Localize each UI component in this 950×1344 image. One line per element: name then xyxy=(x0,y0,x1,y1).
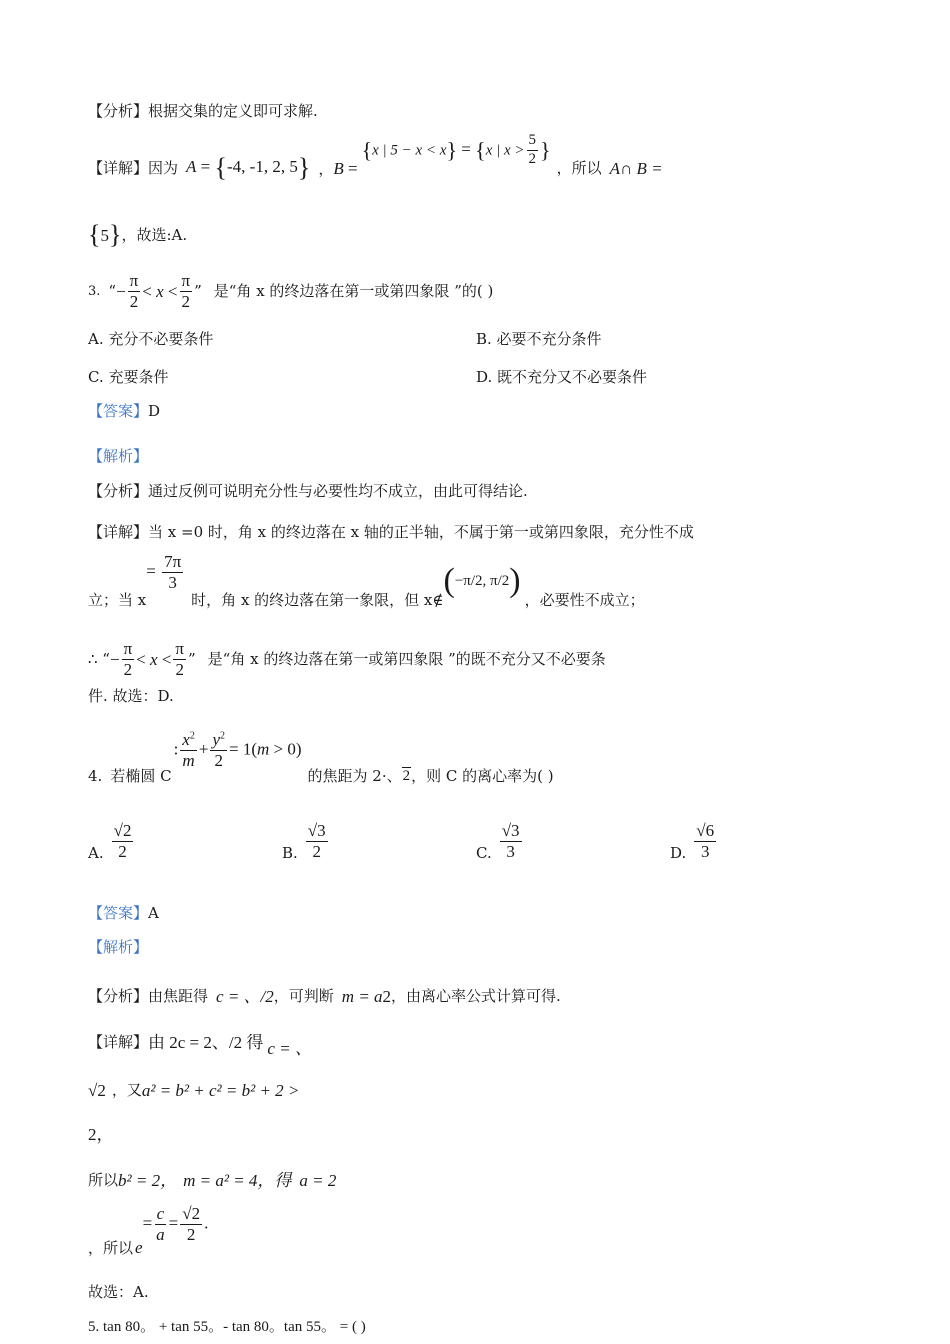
q3-conclusion-line1: ∴ “ − $\frac{\pi}{2}$ < x < $\frac{\pi}{2}$ ” 是“角 x 的终边落在第一或第四象限 ”的既不充分又不必要条 xyxy=(88,639,606,679)
q3-detail-line2-b: 时，角 x 的终边落在第一象限，但 x∉ xyxy=(191,591,444,609)
q3-detail-tag: 【详解】 xyxy=(88,523,149,541)
q4-answer: A xyxy=(148,904,159,922)
q4-answer-tag: 【答案】 xyxy=(88,904,149,922)
q4-stem: 4. 若椭圆 C : $\frac{x^2}{m}$ + $\frac{y^2}{2}$ = 1(m > 0) 的焦距为 2·、 2 ，则 C 的离心率为( ) xyxy=(88,730,554,785)
q2-analysis-text: 根据交集的定义即可求解. xyxy=(148,102,318,120)
q4-option-c: C. $\frac{√3}{3}$ xyxy=(476,821,520,862)
q4-frac2-den: 2 xyxy=(186,1225,196,1245)
q3-stem-text: 是“角 x 的终边落在第一或第四象限 ”的( ) xyxy=(213,281,494,300)
q4-detail-a: 由 2c = 2、/2 得 xyxy=(148,1033,264,1052)
q3-option-c: C. 充要条件 xyxy=(88,368,169,386)
q4-detail-b: c = 、 xyxy=(267,1039,312,1058)
q4-choose: 故选：A. xyxy=(88,1283,149,1301)
q3-answer-line xyxy=(88,404,160,419)
q2-result-set: 5 xyxy=(100,225,109,245)
q4-line5-e: e xyxy=(135,1238,143,1257)
q4-detail-line1 xyxy=(88,1033,312,1058)
q3-stem: 3. “ − $\frac{\pi}{2}$ < x < $\frac{\pi}{2}$ ” 是“角 x 的终边落在第一或第四象限 ”的( ) xyxy=(88,271,494,311)
q4-stem-b: 的焦距为 2·、 xyxy=(307,767,402,785)
q4-line4-d: a = 2 xyxy=(299,1171,337,1190)
q3-conclusion-line2: 件. 故选：D. xyxy=(88,687,174,705)
q3-number: 3. xyxy=(88,283,101,299)
q2-frac-den: 2 xyxy=(528,150,536,167)
q4-detail-line2 xyxy=(88,1082,299,1099)
q4-detail-tag: 【详解】 xyxy=(88,1033,149,1051)
q4-line4-c: m = a² = 4，得 xyxy=(183,1171,292,1190)
q4-frac1-den: a xyxy=(156,1225,165,1245)
q4-analysis-d: m = a xyxy=(341,987,383,1006)
q4-stem-sqrt: 2 xyxy=(402,768,411,784)
q3-option-d: D. 既不充分又不必要条件 xyxy=(476,368,648,386)
q2-set-b-name: B xyxy=(333,158,344,178)
q3-option-b: B. 必要不充分条件 xyxy=(476,330,602,348)
q4-line2-b: ，又 xyxy=(111,1081,142,1099)
q4-stem-a: 若椭圆 C xyxy=(110,767,172,785)
q4-number: 4. xyxy=(88,767,103,785)
q3-frac-num: 7π xyxy=(164,552,182,572)
q2-result-line: { 5 } ，故选:A. xyxy=(88,220,188,249)
q4-answer-line xyxy=(88,906,159,921)
q2-analysis-tag: 【分析】 xyxy=(88,102,149,120)
q3-detail-line2: 立；当 x = $\frac{7\pi}{3}$ 时，角 x 的终边落在第一象限，但 x∉ (−π/2, π/2) ，必要性不成立； xyxy=(88,552,645,609)
q2-so-text: ，所以 xyxy=(556,158,602,177)
q3-frac-den: 3 xyxy=(168,573,177,593)
q4-solution-tag: 【解析】 xyxy=(88,938,149,956)
q2-analysis-line xyxy=(88,104,318,119)
q4-option-d: D. $\frac{√6}{3}$ xyxy=(670,821,715,862)
q4-line5-a: ，所以 xyxy=(88,1239,134,1257)
q2-set-b-def-right: x | x > xyxy=(485,142,525,158)
q4-line4-a: 所以 xyxy=(88,1171,119,1189)
q3-option-a: A. 充分不必要条件 xyxy=(88,330,214,348)
q2-set-a-elements: -4, -1, 2, 5 xyxy=(227,157,298,176)
q3-analysis-line xyxy=(88,484,528,499)
q4-analysis-tag: 【分析】 xyxy=(88,987,149,1005)
q4-line4-b: b² = 2， xyxy=(118,1171,178,1190)
q2-detail-intro: 因为 xyxy=(148,158,179,177)
q4-option-a: A. $\frac{√2}{2}$ xyxy=(88,821,132,862)
q3-analysis-tag: 【分析】 xyxy=(88,482,149,500)
q4-analysis-c: ，可判断 xyxy=(273,987,334,1005)
q4-line2-c: a² = b² + c² = b² + 2 > xyxy=(141,1081,300,1100)
q4-analysis-e: ，由离心率公式计算可得. xyxy=(391,987,561,1005)
q2-detail-line: 【详解】 因为 A = {-4, -1, 2, 5} ，B = {x | 5 − x < x} = {x | x > $\frac{5}{2}$ } ，所以 A∩ B = xyxy=(88,131,663,182)
q2-intersection: A∩ B = xyxy=(609,158,663,178)
q2-detail-tag: 【详解】 xyxy=(88,158,149,177)
q4-analysis-line: 【分析】 由焦距得 c = 、/2 ，可判断 m = a 2 ，由离心率公式计算可得. xyxy=(88,987,561,1006)
q4-analysis-a: 由焦距得 xyxy=(148,987,209,1005)
q3-detail-line2-c: ，必要性不成立； xyxy=(524,591,645,609)
q4-stem-c: ，则 C 的离心率为( ) xyxy=(411,767,554,785)
q3-analysis-text: 通过反例可说明充分性与必要性均不成立，由此可得结论. xyxy=(148,482,528,500)
q4-frac1-num: c xyxy=(156,1204,165,1224)
q3-interval: −π/2, π/2 xyxy=(454,573,510,589)
q3-detail-line2-a: 立；当 x xyxy=(88,591,147,609)
q4-option-b: B. $\frac{√3}{2}$ xyxy=(282,821,326,862)
q4-detail-line5: ，所以 e = $\frac{c}{a}$ = $\frac{√2}{2}$ . xyxy=(88,1204,209,1257)
q4-analysis-b: c = 、/2 xyxy=(216,987,274,1006)
q3-detail-line1-text: 当 x =0 时，角 x 的终边落在 x 轴的正半轴，不属于第一或第四象限，充分性不成 xyxy=(148,523,694,541)
q3-answer: D xyxy=(148,402,161,420)
q2-frac-num: 5 xyxy=(527,133,539,151)
q3-answer-tag: 【答案】 xyxy=(88,402,149,420)
q4-line3: 2， xyxy=(88,1125,114,1144)
q4-frac2-num: √2 xyxy=(182,1204,201,1224)
q3-solution-tag: 【解析】 xyxy=(88,447,149,465)
q4-detail-line4 xyxy=(88,1172,336,1189)
q2-set-b-def-left: x | 5 − x < x xyxy=(372,142,447,158)
q3-conclusion-text: 是“角 x 的终边落在第一或第四象限 ”的既不充分又不必要条 xyxy=(207,649,606,668)
q4-line2-a: √2 xyxy=(88,1081,106,1100)
q3-detail-line1 xyxy=(88,525,694,540)
q2-choose-text: ，故选:A. xyxy=(121,225,188,244)
q2-set-a-name: A xyxy=(186,157,197,176)
q5-stem: 5. tan 80。 + tan 55。- tan 80。tan 55。 = ( ) xyxy=(88,1319,366,1335)
